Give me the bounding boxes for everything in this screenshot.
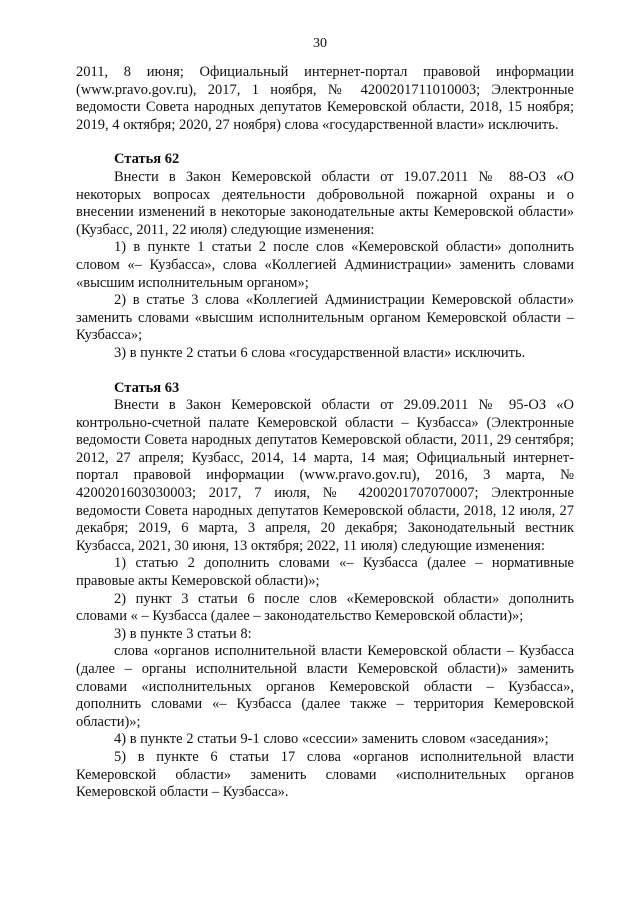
paragraph-article-62-intro: Внести в Закон Кемеровской области от 19.07.2011 № 88-ОЗ «О некоторых вопросах деятельности добровольной пожарной охраны и о внесении изменений в некоторые законодательные акты Кемеровской области» (Кузбасс, 2011, 22 июля) следующие изменения: [76,168,574,238]
heading-article-62: Статья 62 [114,151,180,168]
paragraph-article-63-item-1: 1) статью 2 дополнить словами «– Кузбасса (далее – нормативные правовые акты Кемеровской области)»; [76,555,574,590]
paragraph-article-62-item-1: 1) в пункте 1 статьи 2 после слов «Кемеровской области» дополнить словом «– Кузбасса», слова «Коллегией Администрации» заменить словами «высшим исполнительным органом»; [76,239,574,291]
paragraph-article-63-intro: Внести в Закон Кемеровской области от 29.09.2011 № 95-ОЗ «О контрольно-счетной палате Кемеровской области – Кузбасса» (Электронные ведомости Совета народных депутатов Кемеровской области, 2011, 29 сентября; 2012, 27 апреля; Кузбасс, 2014, 14 марта, 14 мая; Официальный интернет-портал правовой информации (www.pravo.gov.ru), 2016, 3 марта, № 4200201603030003; 2017, 7 июля, № 4200201707070007; Электронные ведомости Совета народных депутатов Кемеровской области, 2018, 12 июля, 27 декабря; 2019, 6 марта, 3 апреля, 20 декабря; Законодательный вестник Кузбасса, 2021, 30 июня, 13 октября; 2022, 11 июля) следующие изменения: [76,397,574,554]
paragraph-article-63-item-3-text: слова «органов исполнительной власти Кемеровской области – Кузбасса (далее – органы исполнительной власти Кемеровской области)» заменить словами «исполнительных органов Кемеровской области – Кузбасса», дополнить словами «– Кузбасса (далее также – территория Кемеровской области)»; [76,643,574,730]
paragraph-article-62-item-2: 2) в статье 3 слова «Коллегией Администрации Кемеровской области» заменить словами «высшим исполнительным органом Кемеровской области – Кузбасса»; [76,292,574,344]
paragraph-continuation: 2011, 8 июня; Официальный интернет-портал правовой информации (www.pravo.gov.ru), 2017, 1 ноября, № 4200201711010003; Электронные ведомости Совета народных депутатов Кемеровской области, 2018, 15 ноября; 2019, 4 октября; 2020, 27 ноября) слова «государственной власти» исключить. [76,64,574,133]
paragraph-article-63-item-2: 2) пункт 3 статьи 6 после слов «Кемеровской области» дополнить словами « – Кузбасса (далее – законодательство Кемеровской области)»; [76,590,574,625]
document-body [76,64,574,802]
paragraph-article-63-item-3: 3) в пункте 3 статьи 8: [114,625,252,642]
heading-article-63: Статья 63 [114,379,180,396]
paragraph-article-62-item-3: 3) в пункте 2 статьи 6 слова «государственной власти» исключить. [114,344,526,361]
paragraph-article-63-item-5: 5) в пункте 6 статьи 17 слова «органов исполнительной власти Кемеровской области» заменить словами «исполнительных органов Кемеровской области – Кузбасса». [76,748,574,801]
page-number: 30 [313,36,327,51]
paragraph-article-63-item-4: 4) в пункте 2 статьи 9-1 слово «сессии» заменить словом «заседания»; [114,731,549,748]
